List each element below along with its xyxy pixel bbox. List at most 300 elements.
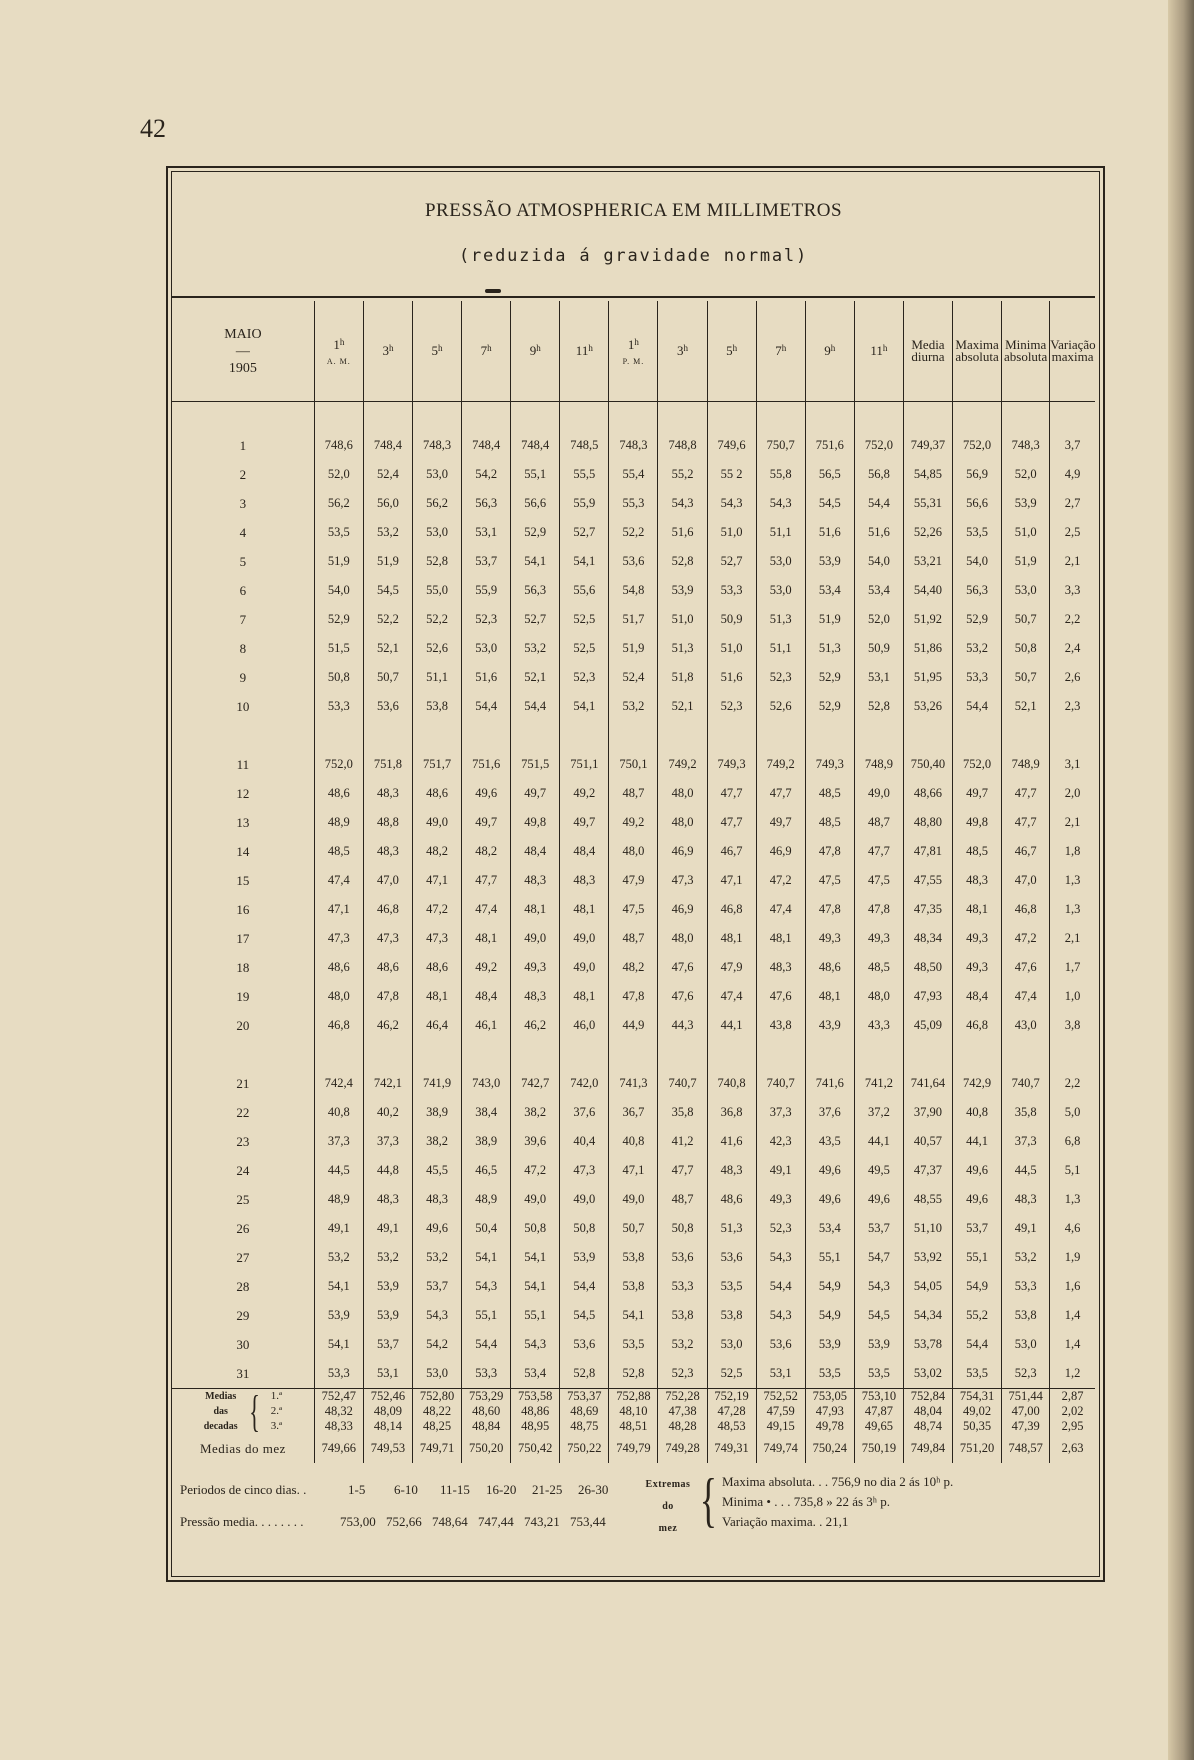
value-cell: 51,1 [756, 518, 805, 547]
value-cell: 55,8 [756, 460, 805, 489]
value-cell: 54,4 [462, 692, 511, 721]
value-cell: 56,8 [854, 460, 903, 489]
year-label: 1905 [228, 360, 257, 376]
spacer-row [172, 1040, 1095, 1069]
value-cell: 1,3 [1050, 1185, 1095, 1214]
value-cell: 53,9 [1002, 489, 1050, 518]
spacer-row [172, 402, 1095, 432]
extremas-brace: { [699, 1467, 718, 1533]
value-cell: 38,2 [511, 1098, 560, 1127]
value-cell: 46,2 [363, 1011, 412, 1040]
value-cell: 48,1 [953, 895, 1002, 924]
value-cell: 52,7 [707, 547, 756, 576]
value-cell: 48,6 [707, 1185, 756, 1214]
value-cell: 46,4 [412, 1011, 461, 1040]
monthly-value-cell: 749,28 [658, 1434, 707, 1463]
value-cell: 52,0 [1002, 460, 1050, 489]
decade-value-cell: 753,10 47,87 49,65 [854, 1389, 903, 1435]
value-cell: 48,2 [609, 953, 658, 982]
value-cell: 50,7 [363, 663, 412, 692]
value-cell: 54,5 [805, 489, 854, 518]
value-cell: 54,1 [511, 547, 560, 576]
value-cell: 52,0 [314, 460, 363, 489]
value-cell: 1,4 [1050, 1301, 1095, 1330]
value-cell: 47,6 [658, 982, 707, 1011]
value-cell: 55,1 [462, 1301, 511, 1330]
value-cell: 49,0 [854, 779, 903, 808]
value-cell: 53,5 [805, 1359, 854, 1389]
value-cell: 48,9 [314, 808, 363, 837]
periods-label: Periodos de cinco dias. . [180, 1482, 307, 1497]
value-cell: 46,2 [511, 1011, 560, 1040]
value-cell: 55,31 [903, 489, 952, 518]
value-cell: 52,3 [707, 692, 756, 721]
value-cell: 53,3 [953, 663, 1002, 692]
table-row [172, 1098, 1095, 1127]
value-cell: 53,4 [805, 1214, 854, 1243]
period-pressure: 753,00 [340, 1514, 376, 1529]
value-cell: 752,0 [314, 750, 363, 779]
value-cell: 48,6 [412, 779, 461, 808]
period-label: 26-30 [578, 1482, 609, 1497]
value-cell: 46,8 [314, 1011, 363, 1040]
value-cell: 49,0 [511, 924, 560, 953]
table-row [172, 1156, 1095, 1185]
value-cell: 48,4 [560, 837, 609, 866]
day-cell: 21 [236, 1075, 250, 1091]
value-cell: 48,7 [854, 808, 903, 837]
value-cell: 51,9 [609, 634, 658, 663]
value-cell: 53,0 [1002, 1330, 1050, 1359]
value-cell: 37,90 [903, 1098, 952, 1127]
value-cell: 54,8 [609, 576, 658, 605]
day-cell: 13 [236, 814, 250, 830]
value-cell: 54,05 [903, 1272, 952, 1301]
value-cell: 749,2 [658, 750, 707, 779]
value-cell: 53,0 [412, 518, 461, 547]
value-cell: 56,3 [462, 489, 511, 518]
value-cell: 49,6 [805, 1185, 854, 1214]
monthly-label: Medias do mez [199, 1440, 286, 1456]
value-cell: 54,5 [854, 1301, 903, 1330]
value-cell: 54,3 [462, 1272, 511, 1301]
value-cell: 749,2 [756, 750, 805, 779]
decade-value-cell: 752,52 47,59 49,15 [756, 1389, 805, 1435]
value-cell: 54,3 [756, 1301, 805, 1330]
value-cell: 54,40 [903, 576, 952, 605]
value-cell: 2,6 [1050, 663, 1095, 692]
value-cell: 54,3 [707, 489, 756, 518]
value-cell: 52,9 [805, 692, 854, 721]
decade-value-cell: 752,84 48,04 48,74 [903, 1389, 952, 1435]
value-cell: 54,2 [412, 1330, 461, 1359]
value-cell: 54,7 [854, 1243, 903, 1272]
value-cell: 44,9 [609, 1011, 658, 1040]
value-cell: 52,9 [511, 518, 560, 547]
value-cell: 52,9 [314, 605, 363, 634]
value-cell: 48,3 [1002, 1185, 1050, 1214]
value-cell: 53,4 [854, 576, 903, 605]
value-cell: 53,2 [609, 692, 658, 721]
value-cell: 741,3 [609, 1069, 658, 1098]
value-cell: 53,5 [953, 518, 1002, 547]
value-cell: 748,6 [314, 431, 363, 460]
value-cell: 750,40 [903, 750, 952, 779]
value-cell: 46,9 [756, 837, 805, 866]
period-label: 16-20 [486, 1482, 517, 1497]
value-cell: 2,5 [1050, 518, 1095, 547]
value-cell: 47,4 [462, 895, 511, 924]
value-cell: 46,8 [707, 895, 756, 924]
value-cell: 48,3 [707, 1156, 756, 1185]
value-cell: 48,1 [756, 924, 805, 953]
value-cell: 53,9 [805, 547, 854, 576]
value-cell: 56,2 [412, 489, 461, 518]
extrema-line [722, 1494, 890, 1510]
value-cell: 54,5 [363, 576, 412, 605]
value-cell: 741,6 [805, 1069, 854, 1098]
value-cell: 749,3 [707, 750, 756, 779]
value-cell: 55,4 [609, 460, 658, 489]
value-cell: 53,6 [658, 1243, 707, 1272]
value-cell: 52,5 [560, 605, 609, 634]
value-cell: 56,2 [314, 489, 363, 518]
value-cell: 54,3 [658, 489, 707, 518]
value-cell: 47,7 [1002, 779, 1050, 808]
value-cell: 40,8 [953, 1098, 1002, 1127]
value-cell: 47,4 [756, 895, 805, 924]
value-cell: 55,6 [560, 576, 609, 605]
value-cell: 47,2 [511, 1156, 560, 1185]
decade-value-cell: 752,46 48,09 48,14 [363, 1389, 412, 1435]
table-row [172, 663, 1095, 692]
day-cell: 15 [236, 872, 250, 888]
value-cell: 44,8 [363, 1156, 412, 1185]
period-label: 6-10 [394, 1482, 418, 1497]
extrema-note: » 22 ás 3ʰ p. [822, 1494, 890, 1509]
value-cell: 47,6 [1002, 953, 1050, 982]
value-cell: 37,6 [560, 1098, 609, 1127]
value-cell: 38,9 [412, 1098, 461, 1127]
value-cell: 53,0 [756, 576, 805, 605]
value-cell: 50,7 [1002, 663, 1050, 692]
extrema-line [722, 1474, 953, 1490]
value-cell: 47,8 [854, 895, 903, 924]
day-cell: 30 [236, 1336, 250, 1352]
value-cell: 752,0 [953, 431, 1002, 460]
value-cell: 51,10 [903, 1214, 952, 1243]
value-cell: 48,50 [903, 953, 952, 982]
day-cell: 31 [236, 1365, 250, 1381]
value-cell: 48,5 [314, 837, 363, 866]
page-number: 42 [140, 114, 166, 143]
value-cell: 49,0 [412, 808, 461, 837]
decade-value-cell: 754,31 49,02 50,35 [953, 1389, 1002, 1435]
value-cell: 47,0 [1002, 866, 1050, 895]
value-cell: 43,8 [756, 1011, 805, 1040]
value-cell: 748,4 [511, 431, 560, 460]
value-cell: 748,9 [1002, 750, 1050, 779]
value-cell: 46,1 [462, 1011, 511, 1040]
value-cell: 748,5 [560, 431, 609, 460]
value-cell: 51,9 [363, 547, 412, 576]
value-cell: 52,1 [658, 692, 707, 721]
value-cell: 46,9 [658, 837, 707, 866]
value-cell: 53,26 [903, 692, 952, 721]
value-cell: 50,7 [609, 1214, 658, 1243]
value-cell: 48,7 [609, 779, 658, 808]
value-cell: 48,6 [314, 953, 363, 982]
table-row [172, 1069, 1095, 1098]
value-cell: 49,2 [560, 779, 609, 808]
value-cell: 53,21 [903, 547, 952, 576]
value-cell: 54,0 [854, 547, 903, 576]
value-cell: 748,4 [363, 431, 412, 460]
hour-header: 9$^h$ [805, 301, 854, 402]
ornament [485, 289, 501, 293]
value-cell: 51,9 [805, 605, 854, 634]
decade-value-cell: 753,58 48,86 48,95 [511, 1389, 560, 1435]
value-cell: 48,3 [412, 1185, 461, 1214]
value-cell: 748,3 [1002, 431, 1050, 460]
value-cell: 52,0 [854, 605, 903, 634]
value-cell: 37,3 [1002, 1127, 1050, 1156]
value-cell: 49,6 [953, 1156, 1002, 1185]
value-cell: 48,66 [903, 779, 952, 808]
value-cell: 55,3 [609, 489, 658, 518]
value-cell: 53,3 [462, 1359, 511, 1389]
value-cell: 48,3 [363, 837, 412, 866]
table-row [172, 1011, 1095, 1040]
value-cell: 47,1 [412, 866, 461, 895]
value-cell: 55,9 [462, 576, 511, 605]
value-cell: 53,2 [363, 518, 412, 547]
value-cell: 50,8 [1002, 634, 1050, 663]
value-cell: 51,0 [658, 605, 707, 634]
value-cell: 48,7 [609, 924, 658, 953]
value-cell: 53,9 [854, 1330, 903, 1359]
value-cell: 49,1 [1002, 1214, 1050, 1243]
hour-header: 7$^h$ [462, 301, 511, 402]
decade-value-cell: 753,05 47,93 49,78 [805, 1389, 854, 1435]
day-cell: 1 [239, 437, 247, 453]
value-cell: 49,7 [560, 808, 609, 837]
value-cell: 48,1 [560, 895, 609, 924]
value-cell: 53,0 [707, 1330, 756, 1359]
value-cell: 53,2 [511, 634, 560, 663]
value-cell: 48,9 [314, 1185, 363, 1214]
value-cell: 3,7 [1050, 431, 1095, 460]
extrema-name: Variação maxima. . [722, 1514, 823, 1529]
value-cell: 53,6 [363, 692, 412, 721]
value-cell: 41,2 [658, 1127, 707, 1156]
value-cell: 47,37 [903, 1156, 952, 1185]
monthly-value-cell: 749,31 [707, 1434, 756, 1463]
value-cell: 48,6 [805, 953, 854, 982]
value-cell: 51,0 [1002, 518, 1050, 547]
value-cell: 49,6 [412, 1214, 461, 1243]
value-cell: 54,1 [314, 1272, 363, 1301]
hour-header: 1$^h$ A. M. [314, 301, 363, 402]
value-cell: 53,8 [609, 1272, 658, 1301]
value-cell: 48,3 [560, 866, 609, 895]
value-cell: 3,8 [1050, 1011, 1095, 1040]
hour-header: 11$^h$ [854, 301, 903, 402]
page-title: PRESSÃO ATMOSPHERICA EM MILLIMETROS [424, 200, 843, 221]
media-header: Media diurna [903, 301, 952, 402]
value-cell: 49,3 [805, 924, 854, 953]
decade-value-cell: 752,47 48,32 48,33 [314, 1389, 363, 1435]
value-cell: 52,3 [756, 663, 805, 692]
value-cell: 52,8 [658, 547, 707, 576]
value-cell: 47,7 [1002, 808, 1050, 837]
value-cell: 52,5 [707, 1359, 756, 1389]
monthly-value-cell: 749,53 [363, 1434, 412, 1463]
table-row [172, 953, 1095, 982]
value-cell: 47,9 [707, 953, 756, 982]
value-cell: 49,3 [953, 953, 1002, 982]
monthly-value-cell: 751,20 [953, 1434, 1002, 1463]
monthly-value-cell: 750,42 [511, 1434, 560, 1463]
extrema-value: 21,1 [822, 1514, 849, 1529]
value-cell: 48,5 [805, 808, 854, 837]
value-cell: 51,6 [462, 663, 511, 692]
table-row [172, 460, 1095, 489]
value-cell: 50,7 [1002, 605, 1050, 634]
value-cell: 54,1 [511, 1243, 560, 1272]
value-cell: 49,7 [462, 808, 511, 837]
maxima-header: Maxima absoluta [953, 301, 1002, 402]
value-cell: 49,7 [953, 779, 1002, 808]
value-cell: 53,5 [707, 1272, 756, 1301]
value-cell: 53,7 [953, 1214, 1002, 1243]
value-cell: 48,1 [560, 982, 609, 1011]
value-cell: 54,1 [314, 1330, 363, 1359]
value-cell: 47,8 [805, 837, 854, 866]
value-cell: 1,0 [1050, 982, 1095, 1011]
value-cell: 48,2 [462, 837, 511, 866]
table-row [172, 982, 1095, 1011]
table-row [172, 924, 1095, 953]
value-cell: 748,3 [609, 431, 658, 460]
extrema-line [722, 1514, 848, 1530]
value-cell: 53,6 [560, 1330, 609, 1359]
value-cell: 54,4 [462, 1330, 511, 1359]
day-cell: 16 [236, 901, 250, 917]
value-cell: 53,3 [658, 1272, 707, 1301]
value-cell: 53,5 [609, 1330, 658, 1359]
value-cell: 49,6 [805, 1156, 854, 1185]
value-cell: 55,1 [805, 1243, 854, 1272]
value-cell: 44,5 [314, 1156, 363, 1185]
value-cell: 2,1 [1050, 808, 1095, 837]
value-cell: 46,8 [953, 1011, 1002, 1040]
day-cell: 29 [236, 1307, 250, 1323]
value-cell: 48,0 [314, 982, 363, 1011]
value-cell: 52,9 [953, 605, 1002, 634]
monthly-value-cell: 749,71 [412, 1434, 461, 1463]
value-cell: 44,1 [707, 1011, 756, 1040]
page-subtitle: (reduzida á gravidade normal) [458, 246, 808, 266]
value-cell: 51,6 [805, 518, 854, 547]
hour-header: 11$^h$ [560, 301, 609, 402]
value-cell: 49,1 [314, 1214, 363, 1243]
table-row [172, 1359, 1095, 1389]
header-rule [172, 296, 1095, 298]
extremas-label: Extremas do mez [645, 1479, 691, 1534]
spacer-row [172, 721, 1095, 750]
monthly-value-cell: 2,63 [1050, 1434, 1095, 1463]
value-cell: 44,1 [854, 1127, 903, 1156]
decade-value-cell: 2,87 2,02 2,95 [1050, 1389, 1095, 1435]
value-cell: 54,9 [805, 1272, 854, 1301]
value-cell: 53,9 [314, 1301, 363, 1330]
value-cell: 48,0 [854, 982, 903, 1011]
value-cell: 44,5 [1002, 1156, 1050, 1185]
value-cell: 38,2 [412, 1127, 461, 1156]
value-cell: 51,6 [658, 518, 707, 547]
value-cell: 48,8 [363, 808, 412, 837]
value-cell: 1,3 [1050, 895, 1095, 924]
value-cell: 52,7 [511, 605, 560, 634]
value-cell: 44,1 [953, 1127, 1002, 1156]
value-cell: 47,3 [314, 924, 363, 953]
value-cell: 47,8 [609, 982, 658, 1011]
monthly-value-cell: 750,20 [462, 1434, 511, 1463]
value-cell: 43,3 [854, 1011, 903, 1040]
value-cell: 51,7 [609, 605, 658, 634]
value-cell: 52,6 [412, 634, 461, 663]
value-cell: 47,2 [1002, 924, 1050, 953]
value-cell: 53,1 [462, 518, 511, 547]
value-cell: 47,7 [707, 808, 756, 837]
value-cell: 53,02 [903, 1359, 952, 1389]
table-row [172, 605, 1095, 634]
value-cell: 48,2 [412, 837, 461, 866]
table-row [172, 866, 1095, 895]
day-cell: 26 [236, 1220, 250, 1236]
value-cell: 751,6 [805, 431, 854, 460]
day-cell: 12 [236, 785, 250, 801]
value-cell: 52,3 [658, 1359, 707, 1389]
value-cell: 47,5 [609, 895, 658, 924]
table-row [172, 1272, 1095, 1301]
value-cell: 752,0 [854, 431, 903, 460]
value-cell: 38,4 [462, 1098, 511, 1127]
value-cell: 48,3 [511, 982, 560, 1011]
value-cell: 55,1 [511, 460, 560, 489]
value-cell: 54,2 [462, 460, 511, 489]
day-cell: 25 [236, 1191, 250, 1207]
value-cell: 52,3 [462, 605, 511, 634]
value-cell: 55,1 [953, 1243, 1002, 1272]
value-cell: 48,3 [953, 866, 1002, 895]
value-cell: 53,8 [1002, 1301, 1050, 1330]
value-cell: 53,0 [462, 634, 511, 663]
value-cell: 742,4 [314, 1069, 363, 1098]
value-cell: 51,0 [707, 518, 756, 547]
value-cell: 41,6 [707, 1127, 756, 1156]
value-cell: 48,80 [903, 808, 952, 837]
value-cell: 54,3 [412, 1301, 461, 1330]
value-cell: 49,0 [560, 1185, 609, 1214]
value-cell: 2,1 [1050, 547, 1095, 576]
value-cell: 47,55 [903, 866, 952, 895]
value-cell: 49,1 [363, 1214, 412, 1243]
value-cell: 56,6 [953, 489, 1002, 518]
value-cell: 46,7 [1002, 837, 1050, 866]
value-cell: 51,9 [314, 547, 363, 576]
